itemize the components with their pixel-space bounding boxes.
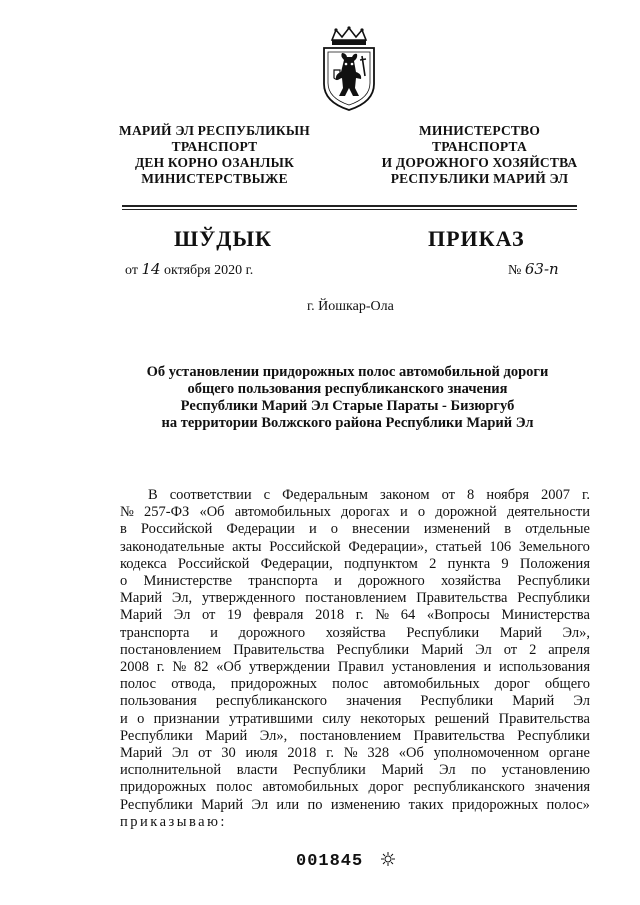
- date-day-handwritten: 14: [141, 260, 161, 278]
- order-body-line: [120, 539, 590, 556]
- body-word: Марий: [512, 693, 555, 710]
- body-word: Марий: [120, 590, 163, 607]
- body-word: г.: [156, 659, 165, 676]
- body-word: Земельного: [518, 538, 590, 555]
- body-word: органе: [548, 745, 590, 762]
- body-word: В: [148, 487, 158, 503]
- body-word: признании: [153, 710, 220, 727]
- body-word: акты: [232, 538, 262, 555]
- body-word: дорожного: [358, 573, 425, 590]
- body-word: решений: [434, 710, 490, 727]
- ministry-name-mari: [112, 123, 317, 187]
- body-word: полос»: [546, 796, 590, 813]
- body-word: 64: [400, 607, 416, 624]
- body-word: о: [330, 521, 339, 538]
- body-word: от: [198, 745, 212, 762]
- body-word: автомобильных: [262, 779, 359, 796]
- body-word: Марий: [120, 607, 163, 624]
- body-word: в: [504, 521, 512, 538]
- order-body-line: [120, 504, 590, 521]
- body-word: полос: [120, 676, 157, 693]
- number-value-handwritten: 63-п: [524, 260, 559, 278]
- body-word: общего: [544, 676, 590, 693]
- body-word: 2008: [120, 659, 149, 676]
- order-title-line: на территории Волжского района Республики Марий Эл: [161, 415, 534, 431]
- ministry-name-mari-line: ДЕН КОРНО ОЗАНЛЫК: [134, 155, 295, 170]
- body-word: №: [343, 745, 358, 762]
- body-word: Правительства: [233, 641, 325, 658]
- order-number: [508, 260, 559, 279]
- body-word: придорожных: [230, 676, 318, 693]
- body-word: изменений: [423, 521, 491, 538]
- order-title: [120, 364, 575, 432]
- order-body-line: [120, 659, 590, 676]
- header-divider-thin: [122, 209, 577, 210]
- body-word: 2018: [315, 607, 345, 624]
- body-word: постановлением: [305, 590, 407, 607]
- body-word: дорог: [368, 779, 404, 796]
- body-word: дорог: [494, 676, 530, 693]
- body-word: и: [308, 521, 317, 538]
- body-word: исполнительной: [120, 762, 222, 779]
- body-word: от: [441, 487, 456, 503]
- header-divider: [122, 205, 577, 207]
- order-body-line: [120, 693, 590, 710]
- body-word: Эл»,: [259, 727, 288, 744]
- body-word: использования: [498, 659, 590, 676]
- body-word: Республики: [420, 693, 494, 710]
- order-body-line: [120, 556, 590, 573]
- body-word: «Об: [398, 745, 424, 762]
- city: г. Йошкар-Ола: [307, 299, 394, 314]
- body-word: 2007: [541, 487, 571, 503]
- body-word: подпунктом: [343, 555, 418, 572]
- body-word: Эл»,: [562, 624, 590, 641]
- body-word: утвержденного: [201, 590, 296, 607]
- body-word: пункта: [447, 555, 491, 572]
- order-body: [120, 487, 590, 831]
- body-word: 328: [367, 745, 390, 762]
- order-body-line: [120, 625, 590, 642]
- body-word: в: [120, 521, 127, 538]
- body-word: значения: [534, 779, 590, 796]
- order-body-line: [120, 607, 590, 624]
- ministry-name-mari-line: МИНИСТЕРСТВЫЖЕ: [141, 171, 288, 186]
- body-word: Марий: [120, 745, 163, 762]
- body-word: и: [483, 659, 492, 676]
- body-word: 2018: [287, 745, 317, 762]
- body-word: 30: [221, 745, 236, 762]
- body-word: о: [417, 504, 426, 521]
- body-word: 106: [489, 538, 512, 555]
- body-word: «Об: [199, 504, 225, 521]
- body-word: Республики: [293, 762, 366, 779]
- body-word: Федеральным: [282, 487, 368, 503]
- body-word: или: [276, 796, 300, 813]
- body-word: постановлением: [120, 641, 222, 658]
- body-word: Министерства: [501, 607, 590, 624]
- body-word: Эл: [251, 796, 269, 813]
- body-word: установлению: [501, 762, 590, 779]
- body-word: автомобильных: [383, 676, 480, 693]
- body-word: хозяйства: [325, 624, 386, 641]
- order-body-line: [120, 676, 590, 693]
- body-word: транспорта: [248, 573, 318, 590]
- body-word: Российской: [269, 538, 341, 555]
- body-word: придорожных: [120, 779, 207, 796]
- body-word: автомобильных: [234, 504, 331, 521]
- document-type-russian: ПРИКАЗ: [428, 226, 525, 251]
- body-word: Республики: [120, 727, 193, 744]
- body-word: по: [307, 796, 323, 813]
- date-month-year: октября 2020 г.: [164, 263, 254, 278]
- body-word: апреля: [548, 641, 590, 658]
- body-word: Российской: [177, 555, 250, 572]
- body-word: отдельные: [525, 521, 590, 538]
- ministry-name-russian-line: МИНИСТЕРСТВО: [418, 123, 541, 138]
- ministry-name-russian-line: РЕСПУБЛИКИ МАРИЙ ЭЛ: [390, 171, 569, 186]
- body-word: Марий: [421, 641, 464, 658]
- body-word: постановлением: [299, 727, 401, 744]
- body-word: Республики: [517, 727, 590, 744]
- body-word: Эл,: [171, 590, 193, 607]
- order-body-line: [120, 487, 590, 504]
- body-word: с: [263, 487, 271, 503]
- coat-of-arms-icon: [318, 26, 380, 112]
- body-word: о: [120, 573, 128, 590]
- order-body-line: [120, 521, 590, 538]
- body-word: законодательные: [120, 538, 225, 555]
- body-word: установления: [391, 659, 476, 676]
- body-word: июля: [245, 745, 278, 762]
- body-word: Федерации»,: [348, 538, 428, 555]
- body-word: Правительства: [413, 727, 505, 744]
- body-word: и: [210, 624, 218, 641]
- order-body-line: [120, 573, 590, 590]
- body-word: Марий: [381, 762, 424, 779]
- body-word: Эл: [475, 641, 492, 658]
- ministry-name-russian-line: ТРАНСПОРТА: [431, 139, 528, 154]
- body-word: дорогах: [341, 504, 390, 521]
- body-word: изменению: [330, 796, 401, 813]
- body-word: Республики: [517, 573, 590, 590]
- order-body-line: [120, 779, 590, 796]
- body-word: утратившими: [228, 710, 313, 727]
- body-word: Правительства: [416, 590, 508, 607]
- document-type-mari: ШЎДЫК: [174, 226, 272, 251]
- body-word: значения: [346, 693, 402, 710]
- body-word: Правил: [337, 659, 384, 676]
- body-word: г.: [355, 607, 364, 624]
- body-word: хозяйства: [441, 573, 501, 590]
- body-word: Министерстве: [143, 573, 233, 590]
- ministry-name-russian: [372, 123, 587, 187]
- body-word: 8: [467, 487, 475, 503]
- body-word: Федерации,: [260, 555, 333, 572]
- ministry-name-mari-line: МАРИЙ ЭЛ РЕСПУБЛИКЫН: [119, 123, 310, 138]
- body-word: Эл: [573, 693, 590, 710]
- body-word: о: [137, 710, 145, 727]
- body-word: и: [399, 504, 408, 521]
- body-word: республиканского: [215, 693, 328, 710]
- ministry-name-russian-line: И ДОРОЖНОГО ХОЗЯЙСТВА: [381, 155, 578, 170]
- order-title-line: Республики Марий Эл Старые Параты - Бизюргуб: [180, 398, 515, 414]
- order-body-line: [120, 711, 590, 728]
- body-word: полос: [216, 779, 253, 796]
- order-body-line: [120, 590, 590, 607]
- body-word: 2: [429, 555, 437, 572]
- order-body-line: [120, 642, 590, 659]
- body-word: Российской: [140, 521, 213, 538]
- body-word: и: [334, 573, 342, 590]
- body-word: г.: [326, 745, 335, 762]
- star-mark-icon: [381, 852, 395, 866]
- body-word: Эл: [438, 762, 456, 779]
- body-word: силу: [322, 710, 351, 727]
- body-word: 9: [501, 555, 509, 572]
- order-body-line: [120, 745, 590, 762]
- body-word: придорожных: [451, 796, 539, 813]
- body-word: пользования: [120, 693, 197, 710]
- body-word: по: [471, 762, 487, 779]
- body-word: республиканского: [413, 779, 525, 796]
- body-word: деятельности: [506, 504, 590, 521]
- serial-number: 001845: [296, 852, 364, 871]
- body-word: «Вопросы: [426, 607, 490, 624]
- order-body-line: [120, 797, 590, 814]
- body-word: Марий: [499, 624, 542, 641]
- body-word: отвода,: [171, 676, 216, 693]
- order-date: [125, 260, 253, 279]
- body-word: власти: [236, 762, 278, 779]
- body-word: уполномоченном: [433, 745, 540, 762]
- body-word: законом: [379, 487, 430, 503]
- body-word: кодекса: [120, 555, 167, 572]
- body-word: Положения: [519, 555, 590, 572]
- body-word: Республики: [120, 796, 193, 813]
- body-word: «Об: [216, 659, 242, 676]
- date-prefix: от: [125, 263, 138, 278]
- body-word: 82: [193, 659, 209, 676]
- body-word: Марий: [205, 727, 248, 744]
- body-word: Марий: [201, 796, 244, 813]
- body-word: от: [503, 641, 518, 658]
- body-word: Эл: [173, 607, 191, 624]
- body-word: транспорта: [120, 624, 190, 641]
- body-word: полос: [332, 676, 369, 693]
- body-word: ноября: [486, 487, 530, 503]
- order-body-line: [120, 762, 590, 779]
- body-word: Федерации: [226, 521, 295, 538]
- body-word: и: [120, 710, 128, 727]
- body-word: таких: [408, 796, 444, 813]
- body-word: утверждении: [248, 659, 331, 676]
- body-word: 19: [226, 607, 242, 624]
- body-word: Республики: [406, 624, 480, 641]
- order-title-line: общего пользования республиканского значения: [187, 381, 508, 397]
- body-word: 257-ФЗ: [143, 504, 190, 521]
- body-word: 2: [529, 641, 537, 658]
- body-word: Республики: [336, 641, 410, 658]
- number-sign: №: [508, 263, 522, 278]
- body-word: февраля: [253, 607, 304, 624]
- body-word: Правительства: [498, 710, 590, 727]
- body-word: от: [201, 607, 216, 624]
- body-word: №: [120, 504, 134, 521]
- body-word: г.: [582, 487, 590, 503]
- order-body-line: [120, 728, 590, 745]
- body-word: некоторых: [360, 710, 426, 727]
- ministry-name-mari-line: ТРАНСПОРТ: [171, 139, 258, 154]
- body-word: №: [375, 607, 390, 624]
- body-word: дорожного: [238, 624, 306, 641]
- body-word: Республики: [517, 590, 590, 607]
- body-word: внесении: [352, 521, 410, 538]
- order-body-line: приказываю:: [120, 813, 227, 830]
- body-word: соответствии: [169, 487, 252, 503]
- body-word: №: [172, 659, 187, 676]
- body-word: дорожной: [435, 504, 497, 521]
- order-title-line: Об установлении придорожных полос автомобильной дороги: [146, 364, 549, 380]
- body-word: Эл: [171, 745, 189, 762]
- body-word: статьей: [435, 538, 482, 555]
